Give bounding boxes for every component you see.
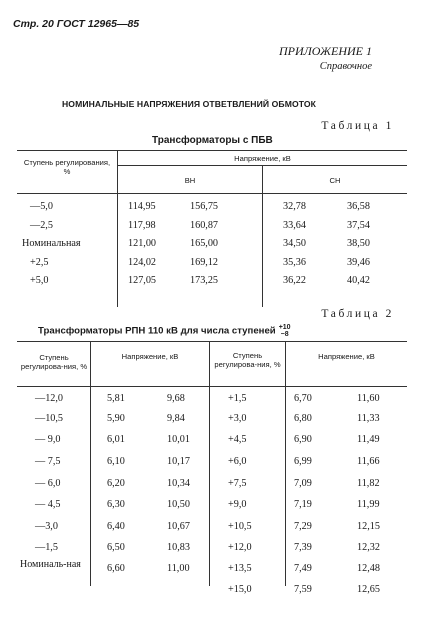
table1-cell: +5,0 [30, 275, 49, 286]
table2-label: Таблица 2 [321, 308, 394, 320]
table2-left-v2: 9,68 [167, 393, 185, 404]
table2-right-v2: 11,99 [357, 499, 380, 510]
table1-cell: +2,5 [30, 256, 49, 268]
table2-right-step: +13,5 [228, 563, 252, 574]
table2-left-v2: 11,00 [167, 563, 190, 574]
table2-left-v2: 10,17 [167, 456, 190, 467]
table2-left-step: — 4,5 [35, 499, 61, 510]
table2-left-step: — 9,0 [35, 434, 61, 445]
page-header: Стр. 20 ГОСТ 12965—85 [13, 18, 140, 30]
table2-left-step: —1,5 [35, 542, 58, 553]
table2-right-v2: 12,65 [357, 584, 380, 595]
table1-cell: 34,50 [283, 238, 306, 249]
table1-cell: —2,5 [30, 219, 53, 231]
table2-left-v1: 6,30 [107, 499, 125, 510]
table2-right-v1: 6,90 [294, 434, 312, 445]
table2-right-step: +1,5 [228, 393, 247, 404]
table1-cell: 117,98 [128, 219, 156, 231]
table2-right-v2: 11,49 [357, 434, 380, 445]
table2-left-v2: 10,67 [167, 521, 190, 532]
table2-left-step: — 6,0 [35, 478, 61, 489]
table2-right-v1: 6,99 [294, 456, 312, 467]
table2-right-v1: 7,39 [294, 542, 312, 553]
table2-left-v2: 10,01 [167, 434, 190, 445]
table1-cell: 124,02 [128, 256, 157, 268]
table2-header-rule [17, 386, 407, 387]
table2-left-v1: 5,90 [107, 413, 125, 424]
table1-cell: 35,36 [283, 256, 306, 268]
table1-cell: 165,00 [190, 238, 219, 249]
table1-top-rule [17, 150, 407, 151]
table2-right-step: +10,5 [228, 521, 252, 532]
table2-right-step: +7,5 [228, 478, 247, 489]
table2-right-v2: 11,33 [357, 413, 380, 424]
table2-left-v2: 9,84 [167, 413, 185, 424]
table1-cell: 114,95 [128, 201, 156, 212]
table1-cell: 37,54 [347, 219, 370, 231]
table2-left-v1: 6,20 [107, 478, 125, 489]
table1-cell: 169,12 [190, 256, 219, 268]
table2-vline-3 [285, 341, 286, 586]
table2-vline-1 [90, 341, 91, 586]
table2-right-v2: 12,15 [357, 521, 380, 532]
table2-col-voltage2: Напряжение, кВ [318, 352, 375, 361]
table2-top-rule [17, 341, 407, 342]
table1-cell: 33,64 [283, 219, 306, 231]
table2-caption-text: Трансформаторы РПН 110 кВ для числа ступеней [38, 325, 276, 337]
appendix-title: ПРИЛОЖЕНИЕ 1 [279, 44, 372, 58]
table1-vline-1 [117, 150, 118, 307]
table2-right-step: +6,0 [228, 456, 247, 467]
table2-col-step2: Ступень регулирова-ния, % [214, 351, 281, 369]
table2-left-step: —10,5 [35, 413, 64, 424]
table2-left-v1: 6,40 [107, 521, 125, 532]
frac-bottom: −8 [280, 331, 289, 338]
table2-right-v2: 11,66 [357, 456, 380, 467]
table2-left-step: Номиналь-ная [20, 559, 81, 570]
table2-left-step: —3,0 [35, 521, 58, 532]
table2-left-v2: 10,83 [167, 542, 190, 553]
table1-label: Таблица 1 [321, 120, 394, 132]
table1-col-step: Ступень регулирования, % [23, 158, 111, 176]
table2-left-v2: 10,50 [167, 499, 190, 510]
table2-right-v1: 6,80 [294, 413, 312, 424]
table2-right-v1: 7,59 [294, 584, 312, 595]
table2-left-step: —12,0 [35, 393, 64, 404]
table2-right-v1: 7,29 [294, 521, 312, 532]
table2-left-v1: 6,10 [107, 456, 125, 467]
table2-col-step: Ступень регулирова-ния, % [20, 353, 88, 371]
table2-right-v1: 7,19 [294, 499, 312, 510]
table1-cell: 127,05 [128, 275, 157, 286]
table2-left-step: — 7,5 [35, 456, 61, 467]
table1-cell: 32,78 [283, 201, 306, 212]
table2-right-step: +12,0 [228, 542, 252, 553]
table1-header-rule [17, 193, 407, 194]
table1-cell: 160,87 [190, 219, 219, 231]
table1-cell: 121,00 [128, 238, 157, 249]
table1-col-sn: СН [329, 176, 341, 185]
table2-caption [38, 324, 291, 338]
table2-right-v1: 7,09 [294, 478, 312, 489]
table1-caption: Трансформаторы с ПБВ [152, 135, 273, 146]
table1-vline-2 [262, 165, 263, 307]
table2-right-v2: 11,60 [357, 393, 380, 404]
table1-cell: 36,58 [347, 201, 370, 212]
table2-left-v1: 6,50 [107, 542, 125, 553]
table1-cell: 36,22 [283, 275, 306, 286]
table1-cell: —5,0 [30, 201, 53, 212]
table1-cell: 156,75 [190, 201, 219, 212]
table2-right-v1: 7,49 [294, 563, 312, 574]
table2-right-step: +4,5 [228, 434, 247, 445]
table1-col-voltage: Напряжение, кВ [234, 154, 291, 163]
appendix-subtitle: Справочное [319, 61, 372, 72]
table2-left-v2: 10,34 [167, 478, 190, 489]
table2-right-step: +3,0 [228, 413, 247, 424]
table1-col-vn: ВН [184, 176, 196, 185]
table2-steps-fraction [279, 324, 291, 338]
table1-cell: 39,46 [347, 256, 370, 268]
frac-top: +10 [278, 324, 291, 331]
table2-right-v2: 12,32 [357, 542, 380, 553]
table2-col-voltage: Напряжение, кВ [121, 352, 179, 361]
table2-left-v1: 5,81 [107, 393, 125, 404]
table2-vline-2 [209, 341, 210, 586]
table1-cell: 38,50 [347, 238, 370, 249]
table2-right-step: +15,0 [228, 584, 252, 595]
table2-right-step: +9,0 [228, 499, 247, 510]
table1-cell: 40,42 [347, 275, 370, 286]
table2-left-v1: 6,01 [107, 434, 125, 445]
table2-right-v2: 11,82 [357, 478, 380, 489]
table2-right-v2: 12,48 [357, 563, 380, 574]
table2-right-v1: 6,70 [294, 393, 312, 404]
main-title: НОМИНАЛЬНЫЕ НАПРЯЖЕНИЯ ОТВЕТВЛЕНИЙ ОБМОТОК [62, 99, 316, 109]
table2-left-v1: 6,60 [107, 563, 125, 574]
table1-cell: 173,25 [190, 275, 219, 286]
table1-cell: Номинальная [22, 238, 81, 249]
